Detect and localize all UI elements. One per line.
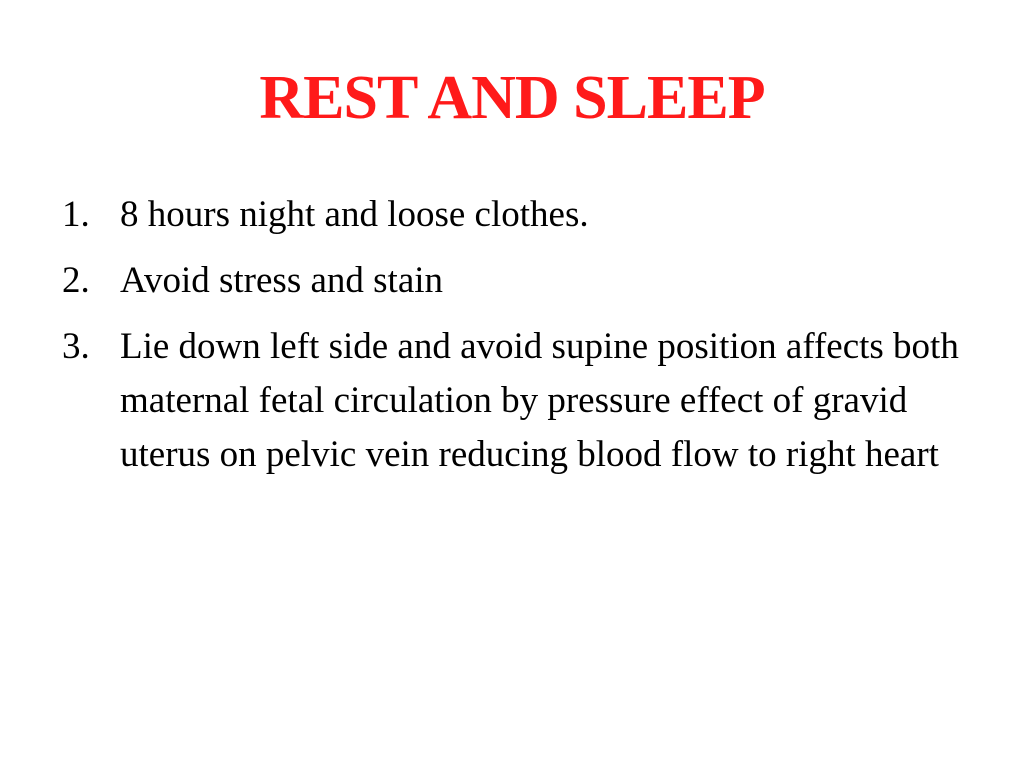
list-item-1 [62, 188, 982, 242]
list-item-2 [62, 254, 982, 308]
list-item-3 [62, 320, 982, 482]
list-item-text: Avoid stress and stain [120, 260, 444, 301]
numbered-list [62, 188, 982, 494]
list-item-number: 3. [62, 326, 90, 367]
list-item-number: 2. [62, 260, 90, 301]
slide-title: REST AND SLEEP [259, 64, 765, 132]
list-item-text: Lie down left side and avoid supine position affects both maternal fetal circulation by pressure effect of gravid uterus on pelvic vein reducing blood flow to right heart [120, 326, 959, 475]
list-item-number: 1. [62, 194, 90, 235]
list-item-text: 8 hours night and loose clothes. [120, 194, 589, 235]
